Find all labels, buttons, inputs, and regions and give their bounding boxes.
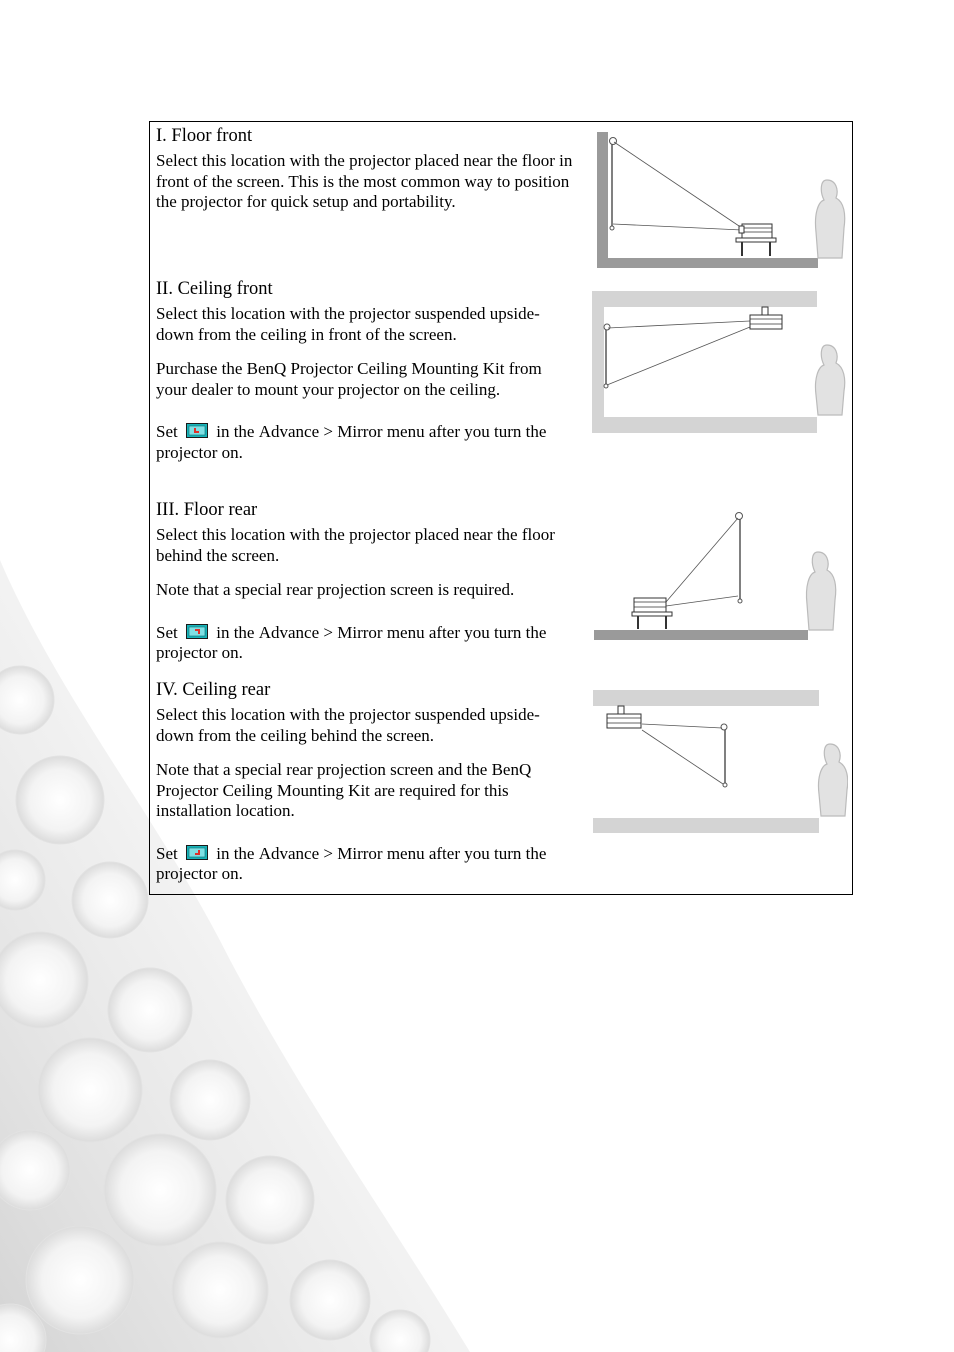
ceiling-rear-illustration xyxy=(592,690,848,834)
section-description: Select this location with the projector placed near the floor behind the screen. xyxy=(156,525,555,565)
section-note: Note that a special rear projection screen is required. xyxy=(156,580,515,599)
mirror-floor-rear-icon xyxy=(186,624,208,639)
projector-icon xyxy=(739,224,772,238)
projector-icon xyxy=(750,307,782,329)
mirror-ceiling-rear-icon xyxy=(186,845,208,860)
person-silhouette xyxy=(815,345,844,415)
person-silhouette xyxy=(806,552,835,630)
set-tail-text: menu after you turn the projector on. xyxy=(156,422,547,462)
set-text: Set xyxy=(156,843,178,863)
mirror-menu-label: Mirror xyxy=(337,622,383,642)
section-description: Select this location with the projector suspended upside-down from the ceiling behind the screen. xyxy=(156,705,540,745)
menu-separator: > xyxy=(323,843,333,863)
mirror-setting-line xyxy=(156,422,576,463)
section-title: IV. Ceiling rear xyxy=(156,680,271,700)
advance-menu-label: Advance xyxy=(258,622,320,642)
floor-front-illustration xyxy=(592,128,848,270)
section-floor-front xyxy=(156,125,576,213)
section-description: Select this location with the projector placed near the floor in front of the screen. This is the most common way to position the projector for quick setup and portability. xyxy=(156,151,573,211)
advance-menu-label: Advance xyxy=(258,422,320,441)
ceiling-front-illustration xyxy=(592,291,848,433)
mirror-setting-line xyxy=(156,623,576,664)
person-silhouette xyxy=(818,744,847,816)
mirror-menu-label: Mirror xyxy=(337,843,383,863)
advance-menu-label: Advance xyxy=(258,843,320,863)
mirror-menu-label: Mirror xyxy=(337,422,383,441)
projector-icon xyxy=(607,706,641,728)
section-description: Select this location with the projector suspended upside-down from the ceiling in front of the screen. xyxy=(156,304,540,344)
person-silhouette xyxy=(815,180,844,258)
set-text: Set xyxy=(156,622,178,642)
section-note: Purchase the BenQ Projector Ceiling Mounting Kit from your dealer to mount your projector on the ceiling. xyxy=(156,359,542,399)
section-ceiling-front xyxy=(156,278,576,463)
mirror-ceiling-front-icon xyxy=(186,423,208,438)
section-ceiling-rear xyxy=(156,679,576,885)
table-icon xyxy=(632,612,672,629)
in-the-text: in the xyxy=(216,622,255,642)
set-tail-text: menu after you turn the projector on. xyxy=(156,843,547,883)
floor-rear-illustration xyxy=(592,508,848,642)
section-title: II. Ceiling front xyxy=(156,279,273,299)
section-floor-rear xyxy=(156,499,576,664)
menu-separator: > xyxy=(323,622,333,642)
section-note: Note that a special rear projection screen and the BenQ Projector Ceiling Mounting Kit are required for this installation location. xyxy=(156,760,532,820)
set-tail-text: menu after you turn the projector on. xyxy=(156,622,547,662)
menu-separator: > xyxy=(323,422,333,441)
section-title: III. Floor rear xyxy=(156,500,258,520)
in-the-text: in the xyxy=(216,422,255,441)
mirror-setting-line xyxy=(156,844,576,885)
table-icon xyxy=(736,238,776,256)
projector-icon xyxy=(634,598,666,612)
set-text: Set xyxy=(156,422,178,441)
section-title: I. Floor front xyxy=(156,126,253,146)
in-the-text: in the xyxy=(216,843,255,863)
